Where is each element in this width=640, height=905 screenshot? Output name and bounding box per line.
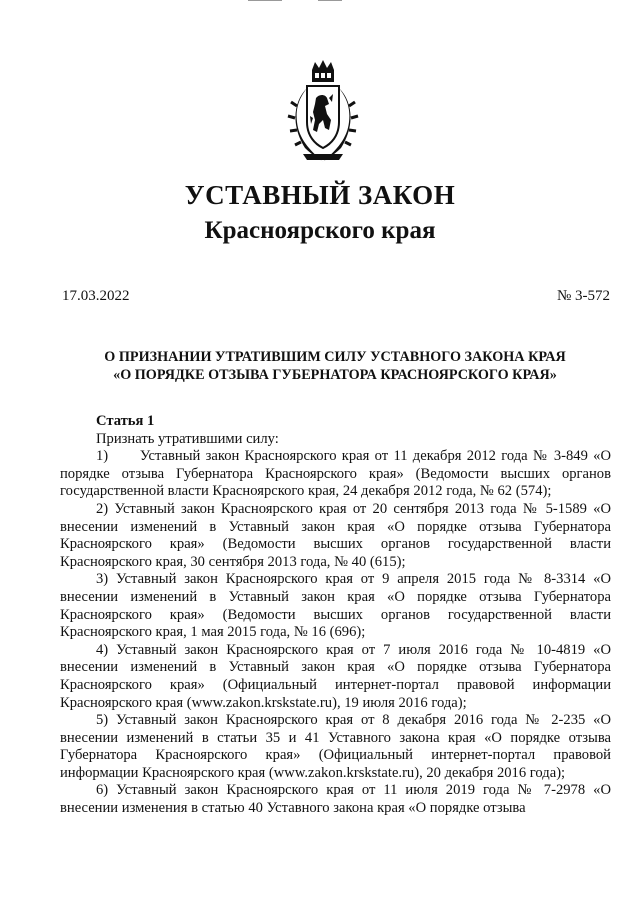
list-item: 3) Уставный закон Красноярского края от 9 апреля 2015 года № 8-3314 «О внесении изменений в Уставный закон края «О порядке отзыва Губернатора Красноярского края» (Ведомости высших органов государственной власти Красноярского края, 1 мая 2015 года, № 16 (696); [60, 571, 611, 641]
list-item: 4) Уставный закон Красноярского края от 7 июля 2016 года № 10-4819 «О внесении изменений в Уставный закон края «О порядке отзыва Губернатора Красноярского края» (Официальный интернет-портал правовой информации Красноярского края (www.zakon.krskstate.ru), 19 июля 2016 года); [60, 641, 611, 711]
coat-of-arms-icon [285, 58, 361, 166]
list-item: 5) Уставный закон Красноярского края от 8 декабря 2016 года № 2-235 «О внесении изменений в статьи 35 и 41 Уставного закона края «О порядке отзыва Губернатора Красноярского края» (Официальный интернет-портал правовой информации Красноярского края (www.zakon.krskstate.ru), 20 декабря 2016 года); [60, 712, 611, 781]
scan-edge-marks [0, 0, 640, 4]
law-title [60, 348, 610, 384]
list-item: 1) Уставный закон Красноярского края от 11 декабря 2012 года № 3-849 «О порядке отзыва Губернатора Красноярского края» (Ведомости высших органов государственной власти Красноярского края, 24 декабря 2012 года, № 62 (574); [60, 448, 611, 500]
document-subtitle: Красноярского края [204, 217, 436, 244]
document-number: № 3-572 [556, 288, 610, 304]
article-heading: Статья 1 [96, 413, 155, 429]
law-title-line: «О ПОРЯДКЕ ОТЗЫВА ГУБЕРНАТОРА КРАСНОЯРСКОГО КРАЯ» [113, 367, 557, 383]
article-body [60, 413, 611, 818]
article-intro: Признать утратившими силу: [96, 430, 279, 447]
document-title: УСТАВНЫЙ ЗАКОН [184, 180, 456, 210]
document-date: 17.03.2022 [62, 288, 130, 304]
law-title-line: О ПРИЗНАНИИ УТРАТИВШИМ СИЛУ УСТАВНОГО ЗАКОНА КРАЯ [104, 349, 566, 365]
list-item: 6) Уставный закон Красноярского края от 11 июля 2019 года № 7-2978 «О внесении изменения в статью 40 Уставного закона края «О порядке отзыва [60, 782, 611, 817]
list-item: 2) Уставный закон Красноярского края от 20 сентября 2013 года № 5-1589 «О внесении изменений в Уставный закон края «О порядке отзыва Губернатора Красноярского края» (Ведомости высших органов государственной власти Красноярского края, 30 сентября 2013 года, № 40 (615); [60, 500, 611, 570]
